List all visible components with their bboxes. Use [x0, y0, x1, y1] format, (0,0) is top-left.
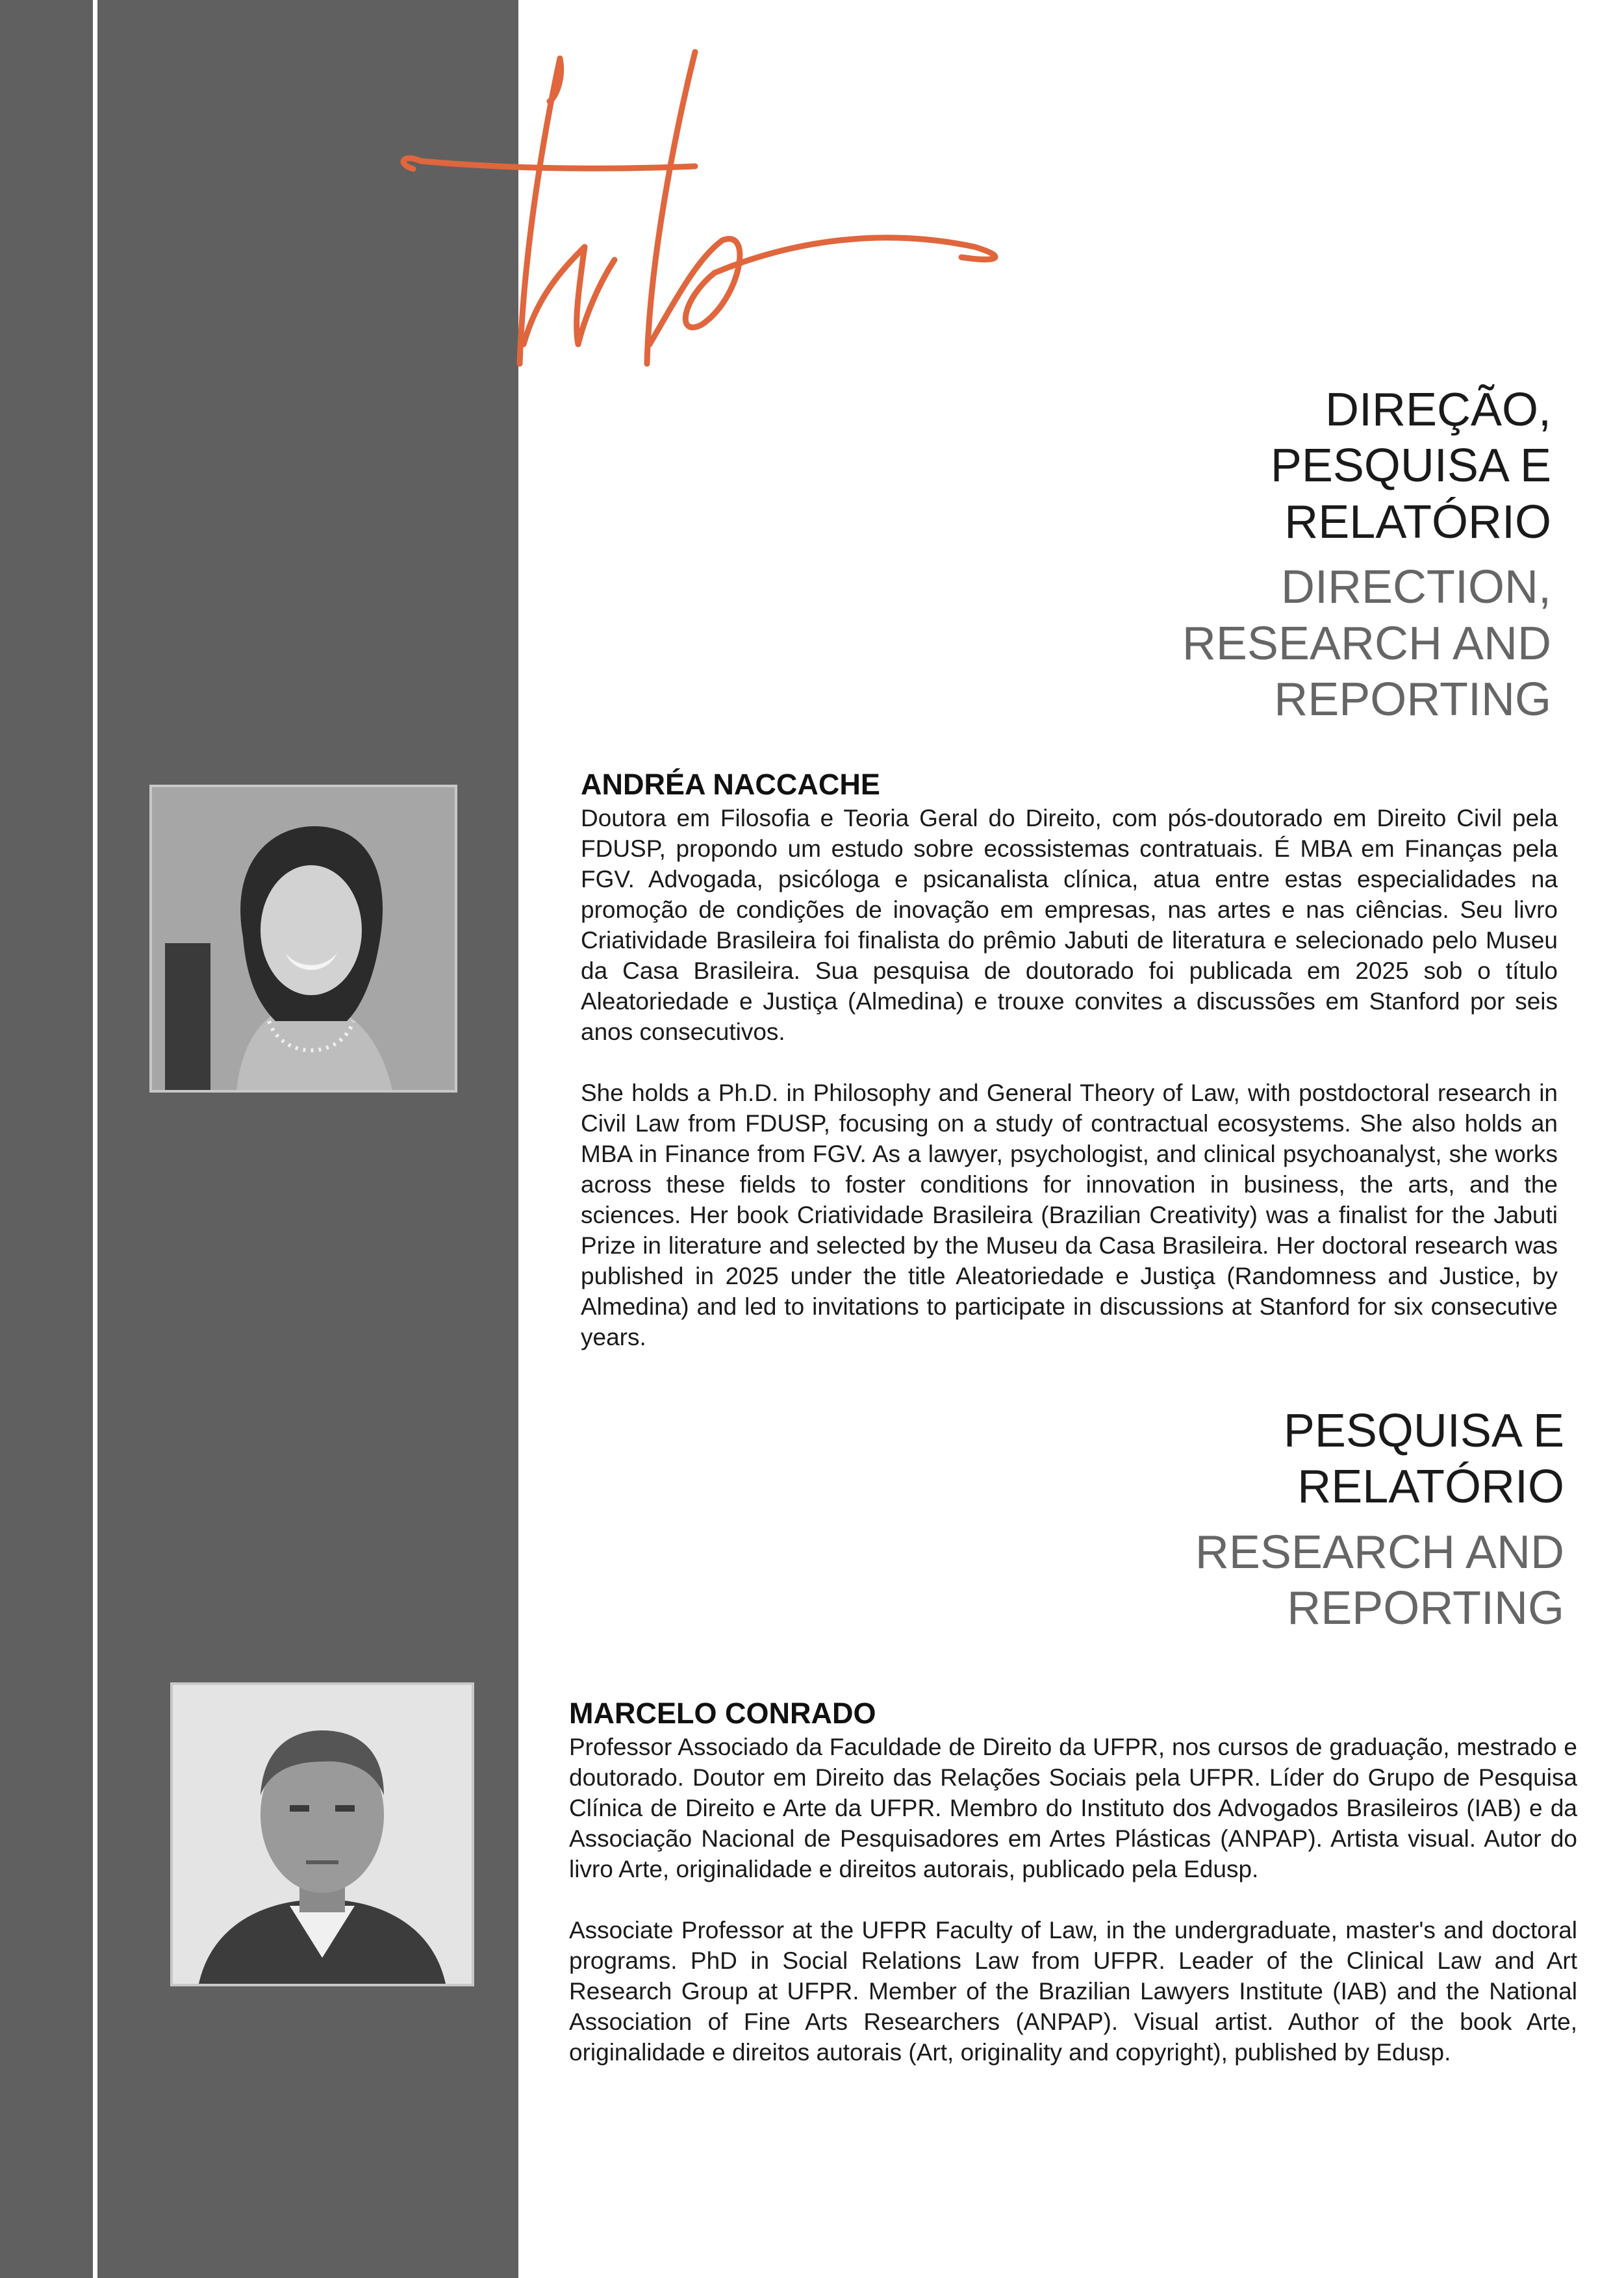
- person-name: ANDRÉA NACCACHE: [581, 768, 880, 801]
- section-heading-2: [980, 1403, 1564, 1637]
- portrait-andrea: [149, 785, 457, 1093]
- heading-pt-line: DIREÇÃO,: [1325, 384, 1551, 436]
- heading-en-line: REPORTING: [1287, 1582, 1564, 1635]
- bio-marcelo: [569, 1695, 1577, 2068]
- portrait-man-icon: [173, 1685, 472, 1984]
- heading-en-line: RESEARCH AND: [1195, 1526, 1564, 1578]
- heading-pt: [967, 382, 1551, 550]
- heading-en: [980, 1525, 1564, 1637]
- heading-pt-line: RELATÓRIO: [1297, 1461, 1564, 1513]
- heading-en: [967, 559, 1551, 728]
- bio-en: Associate Professor at the UFPR Faculty of Law, in the undergraduate, master's and doctoral programs. PhD in Social Relations Law from UFPR. Leader of the Clinical Law and Art Research Group at UFPR. Member of the Brazilian Lawyers Institute (IAB) and the National Association of Fine Arts Researchers (ANPAP). Visual artist. Author of the book Arte, originalidade e direitos autorais (Art, originality and copyright), published by Edusp.: [569, 1917, 1577, 2066]
- heading-en-line: DIRECTION,: [1280, 561, 1551, 614]
- bio-andrea: [581, 766, 1558, 1352]
- portrait-woman-icon: [152, 787, 455, 1090]
- bio-pt: Doutora em Filosofia e Teoria Geral do Direito, com pós-doutorado em Direito Civil pela FDUSP, propondo um estudo sobre ecossistemas contratuais. É MBA em Finanças pela FGV. Advogada, psicóloga e psicanalista clínica, atua entre estas especialidades na promoção de condições de inovação em empresas, nas artes e nas ciências. Seu livro Criatividade Brasileira foi finalista do prêmio Jabuti de literatura e selecionado pelo Museu da Casa Brasileira. Sua pesquisa de doutorado foi publicada em 2025 sob o título Aleatoriedade e Justiça (Almedina) e trouxe convites a discussões em Stanford por seis anos consecutivos.: [581, 805, 1558, 1045]
- bio-pt: Professor Associado da Faculdade de Direito da UFPR, nos cursos de graduação, mestrado e doutorado. Doutor em Direito das Relações Sociais pela UFPR. Líder do Grupo de Pesquisa Clínica de Direito e Arte da UFPR. Membro do Instituto dos Advogados Brasileiros (IAB) e da Associação Nacional de Pesquisadores em Artes Plásticas (ANPAP). Artista visual. Autor do livro Arte, originalidade e direitos autorais, publicado pela Edusp.: [569, 1734, 1577, 1882]
- heading-pt-line: RELATÓRIO: [1284, 496, 1551, 548]
- heading-en-line: REPORTING: [1274, 673, 1551, 726]
- sidebar-divider-line: [93, 0, 97, 2278]
- heading-en-line: RESEARCH AND: [1182, 617, 1551, 670]
- heading-pt-line: PESQUISA E: [1270, 440, 1551, 492]
- heading-pt-line: PESQUISA E: [1283, 1405, 1564, 1457]
- tato-logo: [390, 39, 1013, 403]
- person-name: MARCELO CONRADO: [569, 1697, 876, 1730]
- portrait-marcelo: [170, 1682, 474, 1986]
- bio-en: She holds a Ph.D. in Philosophy and General Theory of Law, with postdoctoral research in Civil Law from FDUSP, focusing on a study of contractual ecosystems. She also holds an MBA in Finance from FGV. As a lawyer, psychologist, and clinical psychoanalyst, she works across these fields to foster conditions for innovation in business, the arts, and the sciences. Her book Criatividade Brasileira (Brazilian Creativity) was a finalist for the Jabuti Prize in literature and selected by the Museu da Casa Brasileira. Her doctoral research was published in 2025 under the title Aleatoriedade e Justiça (Randomness and Justice, by Almedina) and led to invitations to participate in discussions at Stanford for six consecutive years.: [581, 1080, 1558, 1350]
- section-heading-1: [967, 382, 1551, 728]
- heading-pt: [980, 1403, 1564, 1515]
